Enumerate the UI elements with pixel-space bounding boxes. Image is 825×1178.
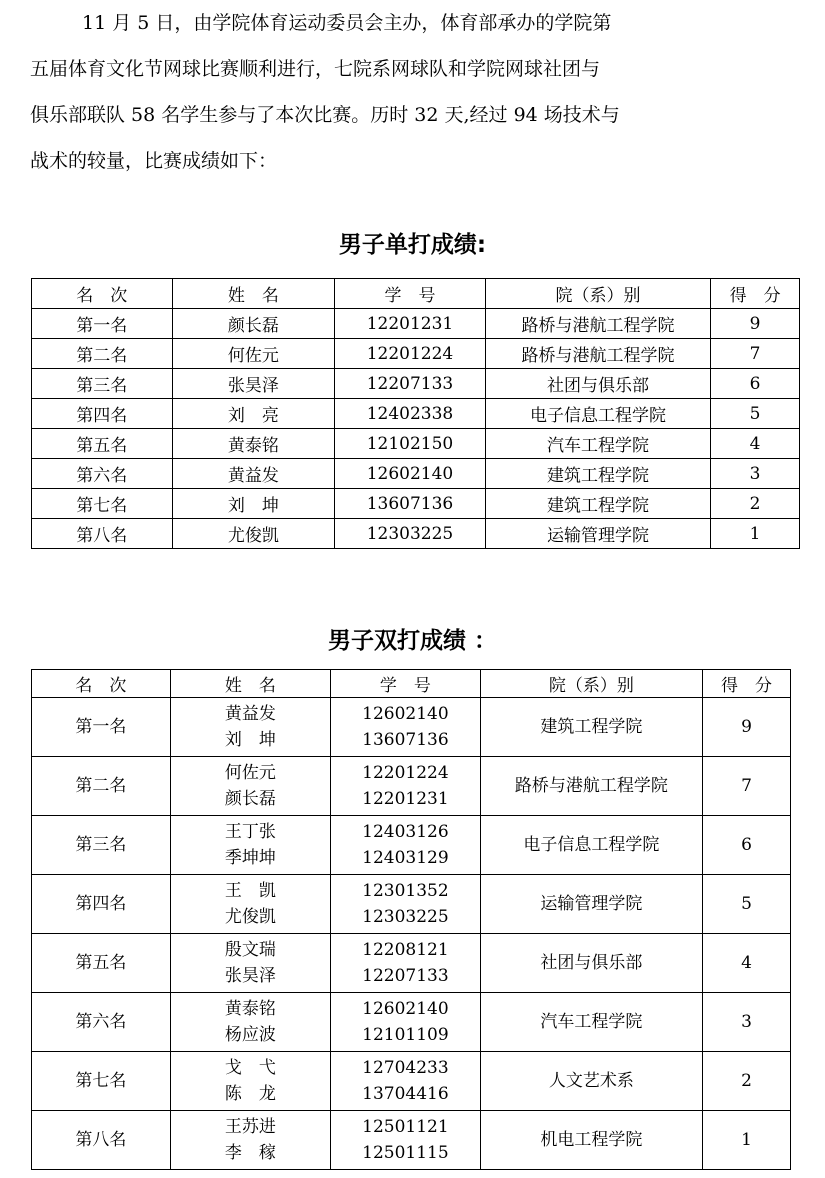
table-row — [32, 489, 800, 519]
name-cell — [170, 993, 330, 1052]
student-id-cell — [331, 993, 481, 1052]
student-id-line: 12303225 — [362, 907, 449, 927]
table-row — [32, 993, 791, 1052]
rank-cell: 第二名 — [32, 339, 173, 369]
name-cell — [170, 875, 330, 934]
rank-cell — [32, 816, 171, 875]
rank-cell — [32, 698, 171, 757]
intro-line: 俱乐部联队 58 名学生参与了本次比赛。历时 32 天,经过 94 场技术与 — [30, 104, 620, 126]
student-id-line: 12501115 — [362, 1143, 449, 1163]
doubles-results-table — [31, 669, 791, 1170]
table-row — [32, 1111, 791, 1170]
department-line: 汽车工程学院 — [540, 1012, 643, 1032]
student-id-line: 13607136 — [362, 730, 449, 750]
student-id-cell: 12207133 — [335, 369, 486, 399]
score-line: 6 — [741, 835, 752, 855]
table-row — [32, 1052, 791, 1111]
rank-cell — [32, 875, 171, 934]
rank-line: 第八名 — [75, 1130, 127, 1150]
name-cell — [170, 1111, 330, 1170]
student-id-cell: 12201224 — [335, 339, 486, 369]
rank-cell: 第六名 — [32, 459, 173, 489]
student-id-cell — [331, 757, 481, 816]
student-id-line: 12501121 — [362, 1117, 449, 1137]
score-cell — [703, 1052, 791, 1111]
name-line: 颜长磊 — [224, 789, 276, 809]
department-cell: 社团与俱乐部 — [485, 369, 710, 399]
header-department: 院（系）别 — [485, 279, 710, 309]
student-id-line: 12201231 — [362, 789, 449, 809]
table-row — [32, 399, 800, 429]
rank-line: 第四名 — [75, 894, 127, 914]
student-id-line: 12602140 — [362, 999, 449, 1019]
department-line: 人文艺术系 — [548, 1071, 634, 1091]
score-cell — [703, 993, 791, 1052]
header-department: 院（系）别 — [480, 670, 702, 698]
student-id-cell — [331, 1052, 481, 1111]
name-line: 黄泰铭 — [224, 999, 276, 1019]
student-id-line: 12301352 — [362, 881, 449, 901]
student-id-line: 12208121 — [362, 940, 449, 960]
rank-line: 第一名 — [75, 717, 127, 737]
student-id-line: 12207133 — [362, 966, 449, 986]
name-line: 陈 龙 — [224, 1084, 276, 1104]
table-row — [32, 339, 800, 369]
student-id-cell: 13607136 — [335, 489, 486, 519]
name-line: 刘 坤 — [224, 730, 276, 750]
score-line: 5 — [741, 894, 752, 914]
department-line: 路桥与港航工程学院 — [514, 776, 668, 796]
table-row — [32, 934, 791, 993]
singles-title: 男子单打成绩: — [338, 232, 487, 258]
rank-cell — [32, 1052, 171, 1111]
score-line: 2 — [741, 1071, 752, 1091]
name-cell — [170, 1052, 330, 1111]
score-cell — [703, 875, 791, 934]
name-cell — [170, 934, 330, 993]
score-cell — [703, 1111, 791, 1170]
rank-cell: 第一名 — [32, 309, 173, 339]
name-cell: 张昊泽 — [172, 369, 335, 399]
department-cell — [480, 993, 702, 1052]
score-line: 9 — [741, 717, 752, 737]
student-id-line: 12201224 — [362, 763, 449, 783]
name-line: 戈 弋 — [224, 1058, 276, 1078]
score-cell — [703, 698, 791, 757]
rank-cell — [32, 934, 171, 993]
department-cell — [480, 698, 702, 757]
name-cell — [170, 816, 330, 875]
header-score: 得 分 — [711, 279, 800, 309]
rank-cell: 第八名 — [32, 519, 173, 549]
department-cell: 电子信息工程学院 — [485, 399, 710, 429]
rank-cell — [32, 993, 171, 1052]
rank-cell: 第五名 — [32, 429, 173, 459]
table-row — [32, 757, 791, 816]
score-cell: 1 — [711, 519, 800, 549]
student-id-cell: 12602140 — [335, 459, 486, 489]
table-row — [32, 519, 800, 549]
student-id-cell — [331, 816, 481, 875]
department-line: 电子信息工程学院 — [523, 835, 660, 855]
name-cell: 何佐元 — [172, 339, 335, 369]
department-line: 机电工程学院 — [540, 1130, 643, 1150]
intro-line: 五届体育文化节网球比赛顺利进行，七院系网球队和学院网球社团与 — [30, 58, 601, 80]
department-cell: 汽车工程学院 — [485, 429, 710, 459]
department-cell — [480, 757, 702, 816]
header-rank: 名 次 — [32, 279, 173, 309]
table-row — [32, 369, 800, 399]
student-id-cell — [331, 875, 481, 934]
intro-line: 战术的较量，比赛成绩如下： — [30, 150, 278, 172]
department-cell: 建筑工程学院 — [485, 459, 710, 489]
rank-line: 第三名 — [75, 835, 127, 855]
rank-line: 第二名 — [75, 776, 127, 796]
rank-cell — [32, 757, 171, 816]
header-name: 姓 名 — [170, 670, 330, 698]
name-line: 何佐元 — [224, 763, 276, 783]
singles-results-table — [31, 278, 800, 549]
student-id-line: 12403129 — [362, 848, 449, 868]
name-line: 李 稼 — [224, 1143, 276, 1163]
score-cell: 4 — [711, 429, 800, 459]
doubles-title: 男子双打成绩 ： — [327, 628, 497, 654]
student-id-cell: 12402338 — [335, 399, 486, 429]
header-score: 得 分 — [703, 670, 791, 698]
rank-cell — [32, 1111, 171, 1170]
table-row — [32, 816, 791, 875]
name-line: 张昊泽 — [224, 966, 276, 986]
rank-line: 第六名 — [75, 1012, 127, 1032]
name-cell — [170, 757, 330, 816]
student-id-cell: 12102150 — [335, 429, 486, 459]
department-cell — [480, 875, 702, 934]
score-cell: 5 — [711, 399, 800, 429]
student-id-cell: 12303225 — [335, 519, 486, 549]
name-cell: 黄益发 — [172, 459, 335, 489]
name-cell: 颜长磊 — [172, 309, 335, 339]
intro-line: 11 月 5 日，由学院体育运动委员会主办，体育部承办的学院第 — [82, 12, 612, 34]
student-id-line: 12602140 — [362, 704, 449, 724]
name-cell — [170, 698, 330, 757]
score-line: 4 — [741, 953, 752, 973]
table-row — [32, 698, 791, 757]
score-cell — [703, 757, 791, 816]
student-id-line: 13704416 — [362, 1084, 449, 1104]
table-row — [32, 429, 800, 459]
header-student-id: 学 号 — [335, 279, 486, 309]
department-line: 社团与俱乐部 — [540, 953, 643, 973]
table-header-row — [32, 670, 791, 698]
score-cell: 9 — [711, 309, 800, 339]
student-id-cell — [331, 934, 481, 993]
department-cell: 建筑工程学院 — [485, 489, 710, 519]
header-name: 姓 名 — [172, 279, 335, 309]
name-cell: 刘 亮 — [172, 399, 335, 429]
score-line: 7 — [741, 776, 752, 796]
intro-paragraph — [30, 0, 790, 184]
score-cell: 7 — [711, 339, 800, 369]
student-id-line: 12403126 — [362, 822, 449, 842]
rank-line: 第五名 — [75, 953, 127, 973]
name-line: 王苏进 — [224, 1117, 276, 1137]
rank-cell: 第三名 — [32, 369, 173, 399]
student-id-cell — [331, 698, 481, 757]
score-cell — [703, 816, 791, 875]
header-student-id: 学 号 — [331, 670, 481, 698]
score-cell: 3 — [711, 459, 800, 489]
department-cell — [480, 1111, 702, 1170]
department-cell: 运输管理学院 — [485, 519, 710, 549]
name-cell: 尤俊凯 — [172, 519, 335, 549]
name-line: 王 凯 — [224, 881, 276, 901]
table-row — [32, 459, 800, 489]
department-cell — [480, 934, 702, 993]
department-cell — [480, 1052, 702, 1111]
score-cell: 2 — [711, 489, 800, 519]
student-id-cell: 12201231 — [335, 309, 486, 339]
name-line: 尤俊凯 — [224, 907, 276, 927]
name-line: 杨应波 — [224, 1025, 276, 1045]
student-id-cell — [331, 1111, 481, 1170]
department-cell: 路桥与港航工程学院 — [485, 339, 710, 369]
department-cell: 路桥与港航工程学院 — [485, 309, 710, 339]
score-line: 3 — [741, 1012, 752, 1032]
rank-cell: 第七名 — [32, 489, 173, 519]
table-row — [32, 309, 800, 339]
header-rank: 名 次 — [32, 670, 171, 698]
score-line: 1 — [741, 1130, 752, 1150]
student-id-line: 12101109 — [362, 1025, 449, 1045]
score-cell: 6 — [711, 369, 800, 399]
name-line: 黄益发 — [224, 704, 276, 724]
name-cell: 刘 坤 — [172, 489, 335, 519]
table-row — [32, 875, 791, 934]
student-id-line: 12704233 — [362, 1058, 449, 1078]
name-line: 殷文瑞 — [224, 940, 276, 960]
department-line: 建筑工程学院 — [540, 717, 643, 737]
department-line: 运输管理学院 — [540, 894, 643, 914]
rank-line: 第七名 — [75, 1071, 127, 1091]
name-cell: 黄泰铭 — [172, 429, 335, 459]
department-cell — [480, 816, 702, 875]
score-cell — [703, 934, 791, 993]
table-header-row — [32, 279, 800, 309]
name-line: 王丁张 — [224, 822, 276, 842]
name-line: 季坤坤 — [224, 848, 276, 868]
rank-cell: 第四名 — [32, 399, 173, 429]
